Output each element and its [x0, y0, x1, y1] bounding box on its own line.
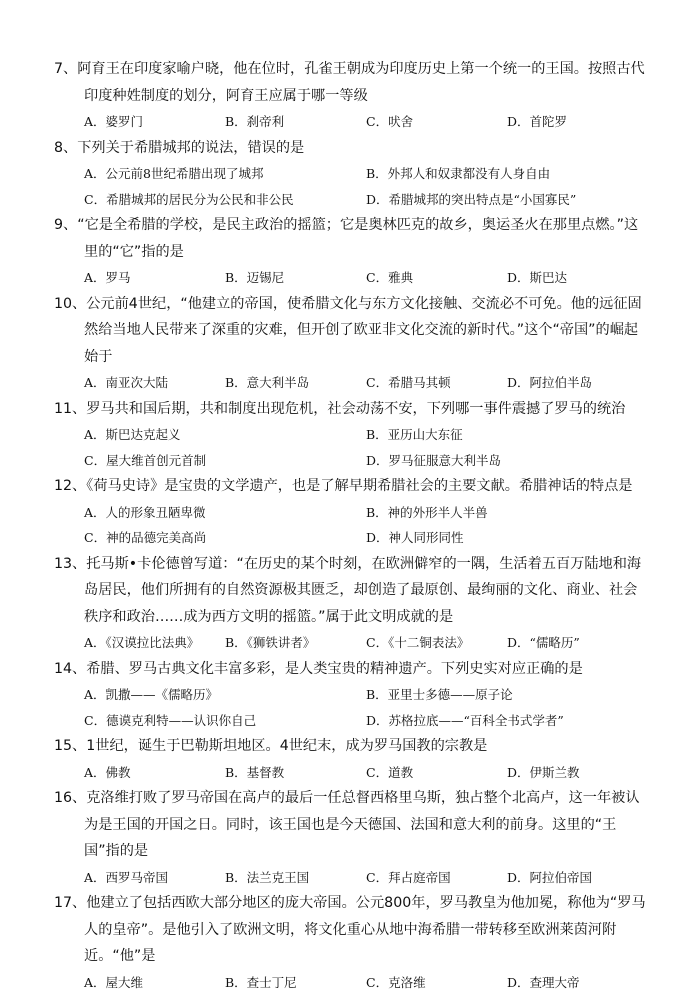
- question-13: [54, 551, 648, 656]
- option-d: D．伊斯兰教: [507, 760, 648, 786]
- option-c: C．屋大维首创元首制: [84, 448, 366, 474]
- option-d: D．希腊城邦的突出特点是“小国寡民”: [366, 187, 648, 213]
- option-c: C．希腊城邦的居民分为公民和非公民: [84, 187, 366, 213]
- option-c: C．吠舍: [366, 109, 507, 135]
- option-c: C．拜占庭帝国: [366, 865, 507, 891]
- option-a: A．斯巴达克起义: [84, 422, 366, 448]
- options-row: [54, 682, 648, 733]
- option-a: A．屋大维: [84, 970, 225, 995]
- option-a: A．佛教: [84, 760, 225, 786]
- options-row: [54, 970, 648, 995]
- option-d: D．阿拉伯帝国: [507, 865, 648, 891]
- option-b: B．查士丁尼: [225, 970, 366, 995]
- options-row: [54, 370, 648, 396]
- options-row: [54, 760, 648, 786]
- option-a: A．南亚次大陆: [84, 370, 225, 396]
- options-row: [54, 109, 648, 135]
- option-b: B．亚历山大东征: [366, 422, 648, 448]
- option-c: C．雅典: [366, 265, 507, 291]
- option-c: C．克洛维: [366, 970, 507, 995]
- option-c: C．德谟克利特——认识你自己: [84, 708, 366, 734]
- option-a: A．公元前8世纪希腊出现了城邦: [84, 161, 366, 187]
- question-11: [54, 396, 648, 474]
- options-row: [54, 265, 648, 291]
- question-10: [54, 291, 648, 396]
- options-row: [54, 630, 648, 656]
- option-c: C．《十二铜表法》: [366, 630, 507, 656]
- option-b: B．法兰克王国: [225, 865, 366, 891]
- options-row: [54, 161, 648, 212]
- option-d: D．查理大帝: [507, 970, 648, 995]
- question-stem: 10、公元前4世纪，“他建立的帝国，使希腊文化与东方文化接触、交流必不可免。他的远征固然给当地人民带来了深重的灾难，但开创了欧亚非文化交流的新时代。”这个“帝国”的崛起始于: [54, 291, 648, 371]
- option-c: C．道教: [366, 760, 507, 786]
- question-15: [54, 733, 648, 785]
- question-8: [54, 135, 648, 213]
- option-a: A．凯撒——《儒略历》: [84, 682, 366, 708]
- question-stem: 13、托马斯•卡伦德曾写道：“在历史的某个时刻，在欧洲僻窄的一隅，生活着五百万陆地和海岛居民，他们所拥有的自然资源极其匮乏，却创造了最原创、最绚丽的文化、商业、社会秩序和政治……成为西方文明的摇篮。”属于此文明成就的是: [54, 551, 648, 631]
- option-d: D．“儒略历”: [507, 630, 648, 656]
- question-stem: 14、希腊、罗马古典文化丰富多彩，是人类宝贵的精神遗产。下列史实对应正确的是: [54, 656, 648, 683]
- question-stem: 12、《荷马史诗》是宝贵的文学遗产，也是了解早期希腊社会的主要文献。希腊神话的特点是: [54, 473, 648, 500]
- option-b: B．刹帝利: [225, 109, 366, 135]
- option-b: B．意大利半岛: [225, 370, 366, 396]
- option-d: D．首陀罗: [507, 109, 648, 135]
- options-row: [54, 865, 648, 891]
- question-stem: 16、克洛维打败了罗马帝国在高卢的最后一任总督西格里乌斯，独占整个北高卢，这一年被认为是王国的开国之日。同时，该王国也是今天德国、法国和意大利的前身。这里的“王国”指的是: [54, 785, 648, 865]
- question-stem: 17、他建立了包括西欧大部分地区的庞大帝国。公元800年，罗马教皇为他加冕，称他为“罗马人的皇帝”。是他引入了欧洲文明，将文化重心从地中海希腊一带转移至欧洲莱茵河附近。“他”是: [54, 890, 648, 970]
- options-row: [54, 422, 648, 473]
- question-stem: 11、罗马共和国后期，共和制度出现危机，社会动荡不安，下列哪一事件震撼了罗马的统治: [54, 396, 648, 423]
- option-a: A．人的形象丑陋卑微: [84, 500, 366, 526]
- option-d: D．斯巴达: [507, 265, 648, 291]
- option-b: B．神的外形半人半兽: [366, 500, 648, 526]
- options-row: [54, 500, 648, 551]
- option-d: D．神人同形同性: [366, 525, 648, 551]
- option-a: A．罗马: [84, 265, 225, 291]
- question-7: [54, 56, 648, 135]
- option-c: C．希腊马其顿: [366, 370, 507, 396]
- option-b: B．迈锡尼: [225, 265, 366, 291]
- option-a: A．《汉谟拉比法典》: [84, 630, 225, 656]
- option-a: A．西罗马帝国: [84, 865, 225, 891]
- question-stem: 15、1世纪，诞生于巴勒斯坦地区。4世纪末，成为罗马国教的宗教是: [54, 733, 648, 760]
- option-a: A．婆罗门: [84, 109, 225, 135]
- question-17: [54, 890, 648, 995]
- option-b: B．《狮铁讲者》: [225, 630, 366, 656]
- question-12: [54, 473, 648, 551]
- question-stem: 7、阿育王在印度家喻户晓，他在位时，孔雀王朝成为印度历史上第一个统一的王国。按照古代印度种姓制度的划分，阿育王应属于哪一等级: [54, 56, 648, 109]
- option-d: D．罗马征服意大利半岛: [366, 448, 648, 474]
- option-d: D．苏格拉底——“百科全书式学者”: [366, 708, 648, 734]
- option-b: B．基督教: [225, 760, 366, 786]
- question-9: [54, 212, 648, 291]
- option-b: B．亚里士多德——原子论: [366, 682, 648, 708]
- question-16: [54, 785, 648, 890]
- option-b: B．外邦人和奴隶都没有人身自由: [366, 161, 648, 187]
- option-d: D．阿拉伯半岛: [507, 370, 648, 396]
- question-stem: 9、“它是全希腊的学校，是民主政治的摇篮；它是奥林匹克的故乡，奥运圣火在那里点燃。”这里的“它”指的是: [54, 212, 648, 265]
- question-stem: 8、下列关于希腊城邦的说法，错误的是: [54, 135, 648, 162]
- question-14: [54, 656, 648, 734]
- option-c: C．神的品德完美高尚: [84, 525, 366, 551]
